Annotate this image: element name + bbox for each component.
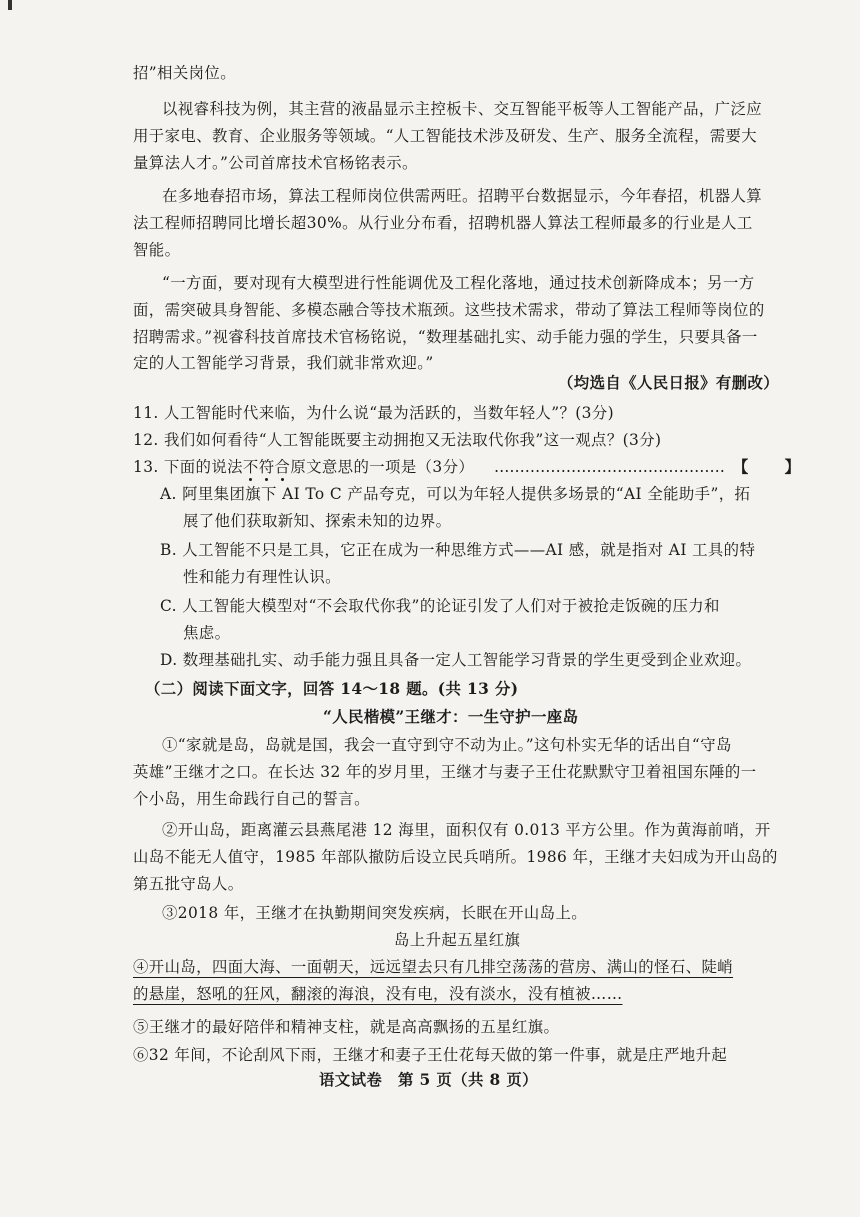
article-paragraph: 个小岛，用生命践行自己的誓言。 [133, 790, 370, 808]
article-paragraph: 第五批守岛人。 [133, 875, 244, 893]
underlined-paragraph: ④开山岛，四面大海、一面朝天，远远望去只有几排空荡荡的营房、满山的怪石、陡峭 [133, 958, 734, 976]
question-13 [133, 457, 474, 477]
question-13-suffix: 原文意思的一项是（3分） [290, 458, 475, 476]
scan-mark [8, 0, 12, 10]
option-a-cont: 展了他们获取新知、探索未知的边界。 [183, 512, 452, 530]
passage-line: 定的人工智能学习背景，我们就非常欢迎。” [133, 354, 434, 372]
option-c-cont: 焦虑。 [183, 624, 231, 642]
passage-line: 智能。 [133, 241, 181, 259]
question-11: 11. 人工智能时代来临，为什么说“最为活跃的，当数年轻人”？(3分) [133, 404, 615, 422]
emphasis-char: 合 [274, 458, 291, 476]
article-paragraph: ⑥32 年间，不论刮风下雨，王继才和妻子王仕花每天做的第一件事，就是庄严地升起 [133, 1046, 728, 1064]
passage-line: “一方面，要对现有大模型进行性能调优及工程化落地，通过技术创新降成本；另一方 [162, 274, 755, 292]
option-b: B. 人工智能不只是工具，它正在成为一种思维方式——AI 感，就是指对 AI 工具的特 [160, 541, 756, 559]
emphasis-char: 不 [242, 458, 259, 476]
emphasis-char: 符 [258, 458, 275, 476]
article-paragraph: ①“家就是岛，岛就是国，我会一直守到守不动为止。”这句朴实无华的话出自“守岛 [162, 736, 732, 754]
passage-line: 量算法人才。”公司首席技术官杨铭表示。 [133, 154, 418, 172]
passage-line: 面，需突破具身智能、多模态融合等技术瓶颈。这些技术需求，带动了算法工程师等岗位的 [133, 301, 765, 319]
answer-bracket[interactable] [733, 457, 801, 477]
option-c: C. 人工智能大模型对“不会取代你我”的论证引发了人们对于被抢走饭碗的压力和 [160, 597, 720, 615]
page-footer: 语文试卷 第 5 页（共 8 页） [319, 1071, 538, 1089]
question-13-emphasis [243, 458, 290, 476]
passage-line: 法工程师招聘同比增长超30%。从行业分布看，招聘机器人算法工程师最多的行业是人工 [133, 214, 753, 232]
article-paragraph: 山岛不能无人值守，1985 年部队撤防后设立民兵哨所。1986 年，王继才夫妇成为开山岛的 [133, 848, 778, 866]
answer-slot [494, 457, 800, 477]
dotted-leader: ……………………………………… [494, 458, 725, 476]
article-paragraph: ②开山岛，距离灌云县燕尾港 12 海里，面积仅有 0.013 平方公里。作为黄海前哨，开 [162, 821, 771, 839]
article-subheading: 岛上升起五星红旗 [394, 931, 521, 949]
passage-line: 以视睿科技为例，其主营的液晶显示主控板卡、交互智能平板等人工智能产品，广泛应 [162, 100, 763, 118]
option-d: D. 数理基础扎实、动手能力强且具备一定人工智能学习背景的学生更受到企业欢迎。 [160, 651, 752, 669]
article-paragraph: 英雄”王继才之口。在长达 32 年的岁月里，王继才与妻子王仕花默默守卫着祖国东陲的一 [133, 763, 757, 781]
bracket-close: 】 [784, 458, 801, 476]
section-heading: （二）阅读下面文字，回答 14～18 题。(共 13 分) [145, 680, 519, 698]
option-a: A. 阿里集团旗下 AI To C 产品夸克，可以为年轻人提供多场景的“AI 全能助手”，拓 [160, 485, 751, 503]
passage-line: 招”相关岗位。 [133, 64, 237, 82]
question-13-prefix: 13. 下面的说法 [133, 458, 243, 476]
bracket-open: 【 [732, 458, 749, 476]
underlined-paragraph: 的悬崖，怒吼的狂风，翻滚的海浪，没有电，没有淡水，没有植被…… [133, 985, 623, 1003]
article-paragraph: ③2018 年，王继才在执勤期间突发疾病，长眠在开山岛上。 [162, 904, 588, 922]
passage-line: 用于家电、教育、企业服务等领域。“人工智能技术涉及研发、生产、服务全流程，需要大 [133, 127, 758, 145]
question-12: 12. 我们如何看待“人工智能既要主动拥抱又无法取代你我”这一观点？(3分) [133, 431, 662, 449]
option-b-cont: 性和能力有理性认识。 [183, 568, 341, 586]
source-note: （均选自《人民日报》有删改） [558, 374, 780, 392]
passage-line: 在多地春招市场，算法工程师岗位供需两旺。招聘平台数据显示，今年春招，机器人算 [162, 187, 763, 205]
article-paragraph: ⑤王继才的最好陪伴和精神支柱，就是高高飘扬的五星红旗。 [133, 1018, 560, 1036]
passage-line: 招聘需求。”视睿科技首席技术官杨铭说，“数理基础扎实、动手能力强的学生，只要具备一 [133, 328, 758, 346]
article-title: “人民楷模”王继才：一生守护一座岛 [323, 708, 579, 726]
